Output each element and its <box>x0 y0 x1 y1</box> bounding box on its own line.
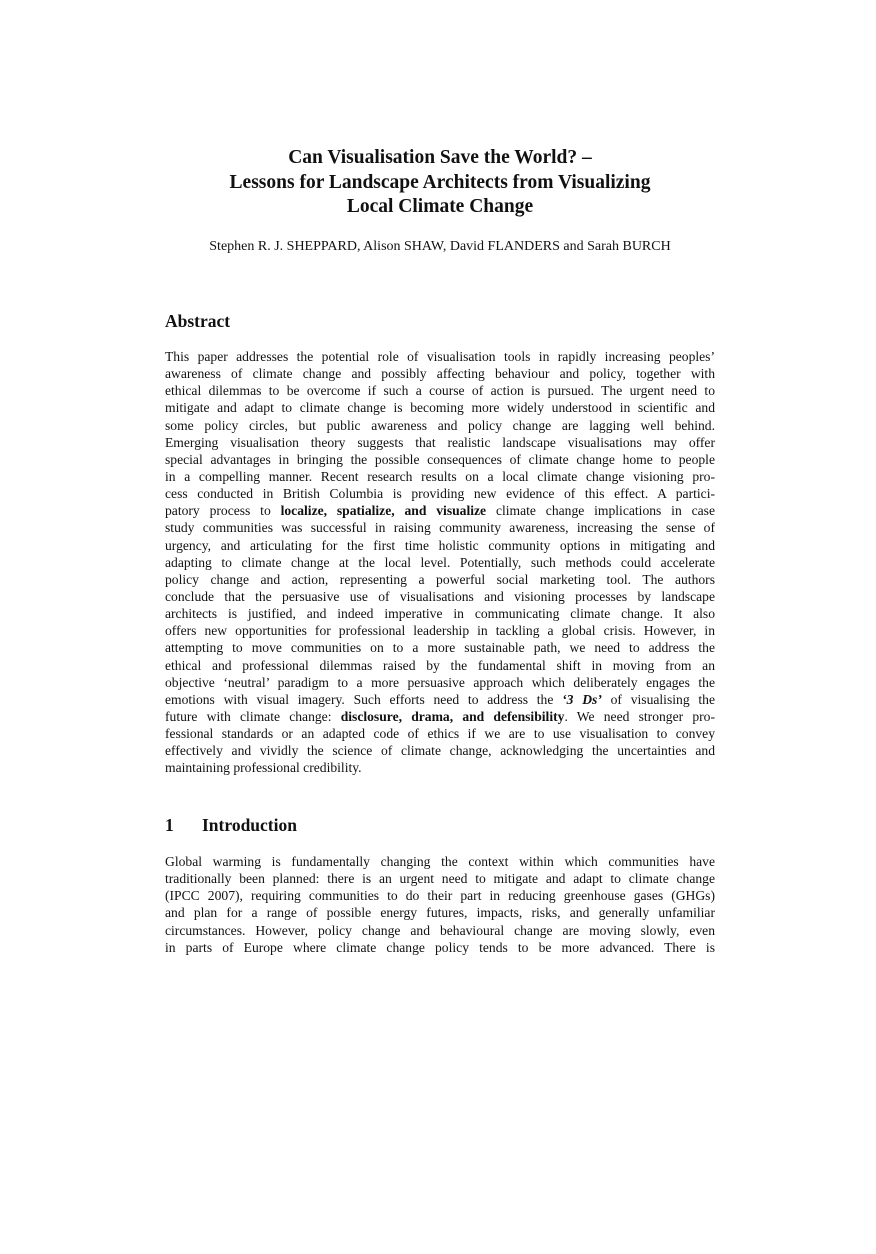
text-run: fessional standards or an adapted code of ethics if we are to use visualisation to convey <box>165 726 715 742</box>
text-line <box>165 759 715 776</box>
text-line <box>165 502 715 519</box>
text-run: . We need stronger pro- <box>564 708 715 724</box>
text-line <box>165 887 715 904</box>
emphasized-text: ‘3 Ds’ <box>562 691 602 707</box>
text-run: (IPCC 2007), requiring communities to do their part in reducing greenhouse gases (GHGs) <box>165 888 715 904</box>
abstract-heading: Abstract <box>165 311 231 331</box>
text-run: cess conducted in British Columbia is providing new evidence of this effect. A partici- <box>165 486 715 502</box>
text-run: climate change implications in case <box>486 503 715 519</box>
text-line <box>165 922 715 939</box>
text-run: special advantages in bringing the possible consequences of climate change home to people <box>165 451 715 467</box>
text-line <box>165 434 715 451</box>
text-line <box>165 519 715 536</box>
text-run: effectively and vividly the science of climate change, acknowledging the uncertainties and <box>165 743 715 759</box>
text-run: awareness of climate change and possibly affecting behaviour and policy, together with <box>165 366 715 382</box>
text-line <box>165 622 715 639</box>
text-run: maintaining professional credibility. <box>165 760 362 776</box>
title-line: Lessons for Landscape Architects from Visualizing <box>229 171 651 193</box>
section-title: Introduction <box>202 815 297 835</box>
text-run: future with climate change: <box>165 708 341 724</box>
text-run: attempting to move communities on to a more sustainable path, we need to address the <box>165 640 715 656</box>
emphasized-text: localize, spatialize, and visualize <box>280 503 487 519</box>
title-line: Can Visualisation Save the World? – <box>288 147 592 168</box>
text-run: mitigate and adapt to climate change is becoming more widely understood in scientific and <box>165 400 715 416</box>
text-line <box>165 554 715 571</box>
text-run: adapting to climate change at the local level. Potentially, such methods could accelerate <box>165 554 715 570</box>
text-line <box>165 605 715 622</box>
text-line <box>165 725 715 742</box>
text-run: Emerging visualisation theory suggests that realistic landscape visualisations may offer <box>165 434 715 450</box>
text-run: of visualising the <box>601 691 715 707</box>
text-run: Global warming is fundamentally changing the context within which communities have <box>165 854 715 869</box>
text-run: circumstances. However, policy change and behavioural change are moving slowly, even <box>165 922 715 938</box>
text-line <box>165 870 715 887</box>
text-line <box>165 708 715 725</box>
text-line <box>165 468 715 485</box>
text-line <box>165 639 715 656</box>
text-run: urgency, and articulating for the first time holistic community options in mitigating and <box>165 537 715 553</box>
text-run: ethical dilemmas to be overcome if such a course of action is pursued. The urgent need to <box>165 383 715 399</box>
text-line <box>165 348 715 365</box>
text-run: conclude that the persuasive use of visualisations and visioning processes by landscape <box>165 588 715 604</box>
section-number: 1 <box>165 815 174 835</box>
text-run: patory process to <box>165 503 281 519</box>
text-line <box>165 588 715 605</box>
text-line <box>165 417 715 434</box>
text-line <box>165 365 715 382</box>
text-run: some policy circles, but public awareness and policy change are lagging well behind. <box>165 417 715 433</box>
text-run: architects is justified, and indeed imperative in communicating climate change. It also <box>165 606 715 622</box>
text-line <box>165 904 715 921</box>
introduction-heading <box>165 814 297 836</box>
text-run: and plan for a range of possible energy futures, impacts, risks, and generally unfamiliar <box>165 905 715 921</box>
text-run: policy change and action, representing a powerful social marketing tool. The authors <box>165 571 715 587</box>
text-line <box>165 485 715 502</box>
text-line <box>165 382 715 399</box>
text-line <box>165 742 715 759</box>
abstract-paragraph <box>165 348 715 777</box>
text-line <box>165 674 715 691</box>
paper-title <box>165 146 715 220</box>
title-line: Local Climate Change <box>346 196 534 217</box>
text-run: This paper addresses the potential role of visualisation tools in rapidly increasing peoples’ <box>165 349 715 364</box>
text-run: offers new opportunities for professional leadership in tackling a global crisis. However, in <box>165 623 715 639</box>
author-list: Stephen R. J. SHEPPARD, Alison SHAW, David FLANDERS and Sarah BURCH <box>209 239 671 254</box>
text-line <box>165 691 715 708</box>
introduction-paragraph <box>165 853 715 956</box>
text-run: in a compelling manner. Recent research results on a local climate change visioning pro- <box>165 468 715 484</box>
text-run: ethical and professional dilemmas raised by the fundamental shift in moving from an <box>165 657 715 673</box>
text-run: study communities was successful in raising community awareness, increasing the sense of <box>165 520 715 536</box>
text-line <box>165 657 715 674</box>
emphasized-text: disclosure, drama, and defensibility <box>340 708 565 724</box>
text-run: emotions with visual imagery. Such efforts need to address the <box>165 691 563 707</box>
text-line <box>165 537 715 554</box>
text-run: traditionally been planned: there is an urgent need to mitigate and adapt to climate change <box>165 871 715 887</box>
text-line <box>165 939 715 956</box>
text-line <box>165 853 715 870</box>
text-run: objective ‘neutral’ paradigm to a more persuasive approach which deliberately engages the <box>165 674 715 690</box>
text-line <box>165 451 715 468</box>
text-line <box>165 571 715 588</box>
text-line <box>165 399 715 416</box>
text-run: in parts of Europe where climate change policy tends to be more advanced. There is <box>165 939 715 955</box>
